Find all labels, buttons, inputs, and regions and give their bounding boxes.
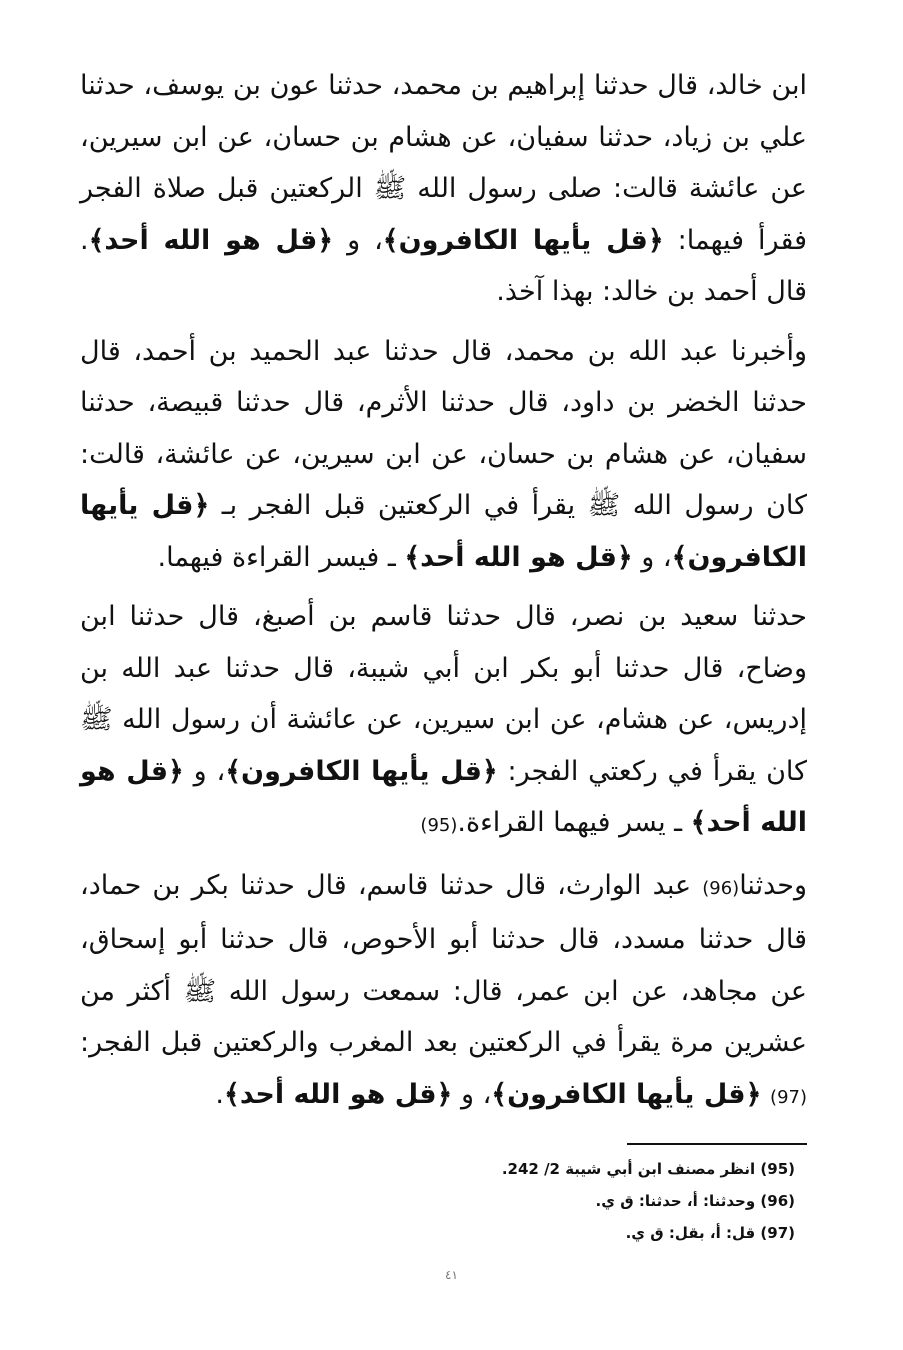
paragraph xyxy=(80,60,807,318)
footnote-separator xyxy=(627,1143,807,1145)
quran-quote: ﴿قل هو الله أحد﴾ xyxy=(80,755,807,838)
quran-quote: ﴿قل يأيها الكافرون﴾ xyxy=(225,755,498,787)
text-run: وحدثنا xyxy=(739,869,807,901)
text-run: حدثنا سعيد بن نصر، قال حدثنا قاسم بن أصبغ، قال حدثنا ابن وضاح، قال حدثنا أبو بكر ابن أبي شيبة، قال حدثنا عبد الله بن إدريس، عن هشام، عن ابن سيرين، عن عائشة أن رسول الله ﷺ كان يقرأ في ركعتي الفجر: xyxy=(80,601,807,787)
footnote-95: (95) انظر مصنف ابن أبي شيبة 2/ 242. xyxy=(501,1160,795,1178)
quran-quote: ﴿قل يأيها الكافرون﴾ xyxy=(80,490,807,573)
text-run: ابن خالد، قال حدثنا إبراهيم بن محمد، حدثنا عون بن يوسف، حدثنا علي بن زياد، حدثنا سفيان، عن هشام بن حسان، عن ابن سيرين، عن عائشة قالت: صلى رسول الله ﷺ الركعتين قبل صلاة الفجر فقرأ فيهما: xyxy=(80,70,808,256)
text-run: ـ فيسر القراءة فيهما. xyxy=(157,541,405,573)
quran-quote: ﴿قل هو الله أحد﴾ xyxy=(88,224,334,256)
text-run: ـ يسر فيهما القراءة. xyxy=(457,807,691,838)
text-run: . xyxy=(215,1078,224,1110)
text-run: عبد الوارث، قال حدثنا قاسم، قال حدثنا بكر بن حماد، قال حدثنا مسدد، قال حدثنا أبو الأحوص، قال حدثنا أبو إسحاق، عن مجاهد، عن ابن عمر، قال: سمعت رسول الله ﷺ أكثر من عشرين مرة يقرأ في الركعتين بعد المغرب والركعتين قبل الفجر: xyxy=(80,869,807,1058)
quran-quote: ﴿قل هو الله أحد﴾ xyxy=(224,1078,453,1110)
page-number: ٤١ xyxy=(445,1268,458,1282)
text-run: ، و xyxy=(333,224,383,256)
footnotes xyxy=(80,1153,807,1249)
text-run xyxy=(761,1079,770,1110)
text-run: . قال أحمد بن خالد: بهذا آخذ. xyxy=(80,224,807,307)
text-run: ، و xyxy=(632,541,672,573)
quran-quote: ﴿قل يأيها الكافرون﴾ xyxy=(382,224,664,256)
quran-quote: ﴿قل هو الله أحد﴾ xyxy=(404,541,633,573)
quran-quote: ﴿قل يأيها الكافرون﴾ xyxy=(491,1078,762,1110)
text-run: ، و xyxy=(183,755,226,787)
paragraph xyxy=(80,326,807,584)
footnote-ref: (95) xyxy=(420,815,458,836)
paragraph xyxy=(80,591,807,852)
footnote-ref: (96) xyxy=(702,877,740,899)
body-text xyxy=(80,60,807,1123)
footnote-ref: (97) xyxy=(770,1086,807,1108)
footnote-96: (96) وحدثنا: أ، حدثنا: ق ي. xyxy=(595,1192,795,1210)
footnote-97: (97) قل: أ، بقل: ق ي. xyxy=(625,1224,795,1242)
text-run: ، و xyxy=(452,1078,492,1110)
text-run: وأخبرنا عبد الله بن محمد، قال حدثنا عبد الحميد بن أحمد، قال حدثنا الخضر بن داود، قال حدثنا الأثرم، قال حدثنا قبيصة، حدثنا سفيان، عن هشام بن حسان، عن ابن سيرين، عن عائشة، قالت: كان رسول الله ﷺ يقرأ في الركعتين قبل الفجر بـ xyxy=(80,335,807,521)
paragraph xyxy=(80,860,807,1124)
